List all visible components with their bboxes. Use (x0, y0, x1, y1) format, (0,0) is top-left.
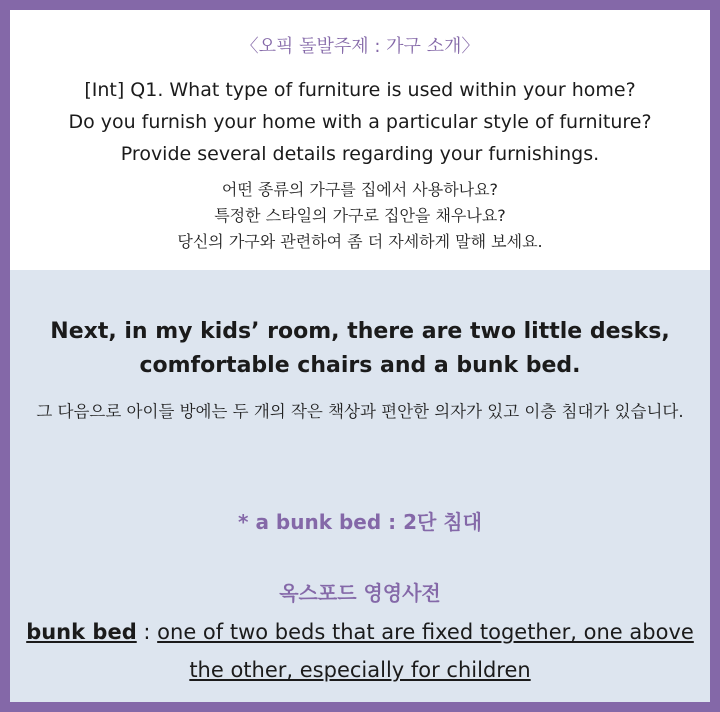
card (10, 10, 710, 702)
question-translation-line: 당신의 가구와 관련하여 좀 더 자세하게 말해 보세요. (177, 232, 543, 251)
dictionary-definition: one of two beds that are fixed together, one above the other, especially for children (157, 620, 694, 682)
question-line: Do you furnish your home with a particular style of furniture? (68, 111, 652, 133)
question-translation-line: 특정한 스타일의 가구로 집안을 채우나요? (214, 206, 506, 225)
question-translation-line: 어떤 종류의 가구를 집에서 사용하나요? (221, 180, 499, 199)
question-line: [Int] Q1. What type of furniture is used within your home? (84, 79, 636, 101)
topic-title: 〈오픽 돌발주제 : 가구 소개〉 (240, 36, 480, 57)
vocab-note: * a bunk bed : 2단 침대 (238, 510, 482, 534)
dictionary-title: 옥스포드 영영사전 (279, 581, 441, 605)
question-panel (10, 10, 710, 270)
question-english (10, 74, 710, 170)
question-line: Provide several details regarding your furnishings. (120, 143, 600, 165)
answer-korean: 그 다음으로 아이들 방에는 두 개의 작은 책상과 편안한 의자가 있고 이층 침대가 있습니다. (36, 402, 684, 421)
dictionary-entry (20, 613, 700, 689)
dictionary-separator: : (136, 620, 158, 644)
question-korean (10, 177, 710, 255)
answer-panel (10, 270, 710, 702)
dictionary-term: bunk bed (26, 620, 137, 644)
answer-english: Next, in my kids’ room, there are two little desks, comfortable chairs and a bunk bed. (50, 319, 670, 378)
